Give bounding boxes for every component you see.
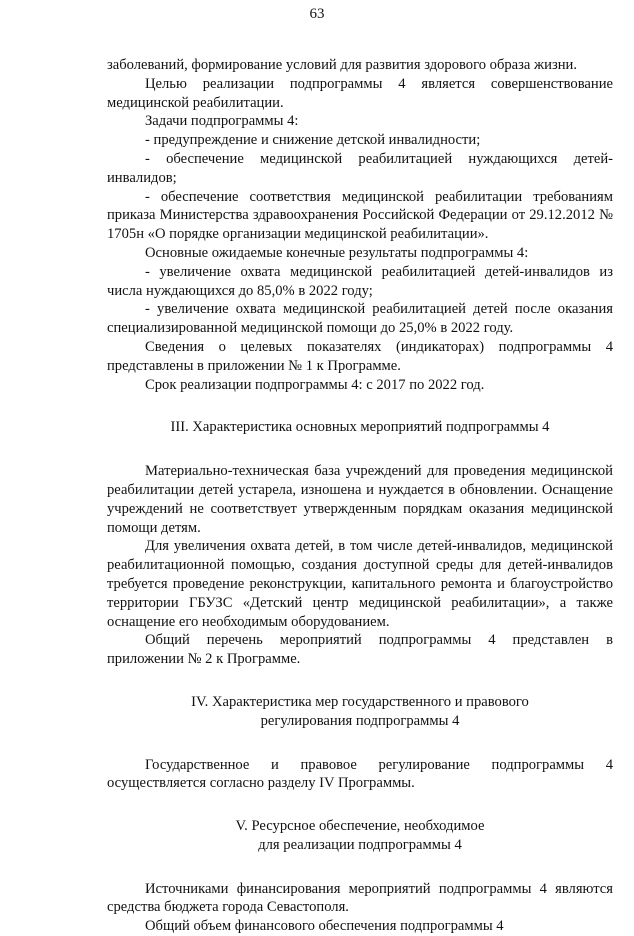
section-heading-5-line-1: V. Ресурсное обеспечение, необходимое [235,818,485,835]
section-heading-4 [107,693,613,731]
list-item: - увеличение охвата медицинской реабилитацией детей после оказания специализированной медицинской помощи до 25,0% в 2022 году. [107,301,613,337]
list-item: - обеспечение медицинской реабилитацией нуждающихся детей-инвалидов; [107,150,613,186]
list-item: - обеспечение соответствия медицинской реабилитации требованиям приказа Министерства здравоохранения Российской Федерации от 29.12.2012 № 1705н «О порядке организации медицинской реабилитации». [107,188,613,243]
section-heading-5 [107,817,613,855]
section-heading-4-line-2: регулирования подпрограммы 4 [260,712,460,729]
list-item: - предупреждение и снижение детской инвалидности; [145,132,481,149]
paragraph: Материально-техническая база учреждений для проведения медицинской реабилитации детей устарела, изношена и нуждается в обновлении. Оснащение учреждений не соответствует утвержденным порядкам оказания медицинской помощи детям. [107,463,613,536]
paragraph: Источниками финансирования мероприятий подпрограммы 4 являются средства бюджета города Севастополя. [107,880,613,916]
page-number: 63 [309,6,325,22]
paragraph: Государственное и правовое регулирование подпрограммы 4 осуществляется согласно разделу IV Программы. [107,756,613,792]
paragraph: Общий перечень мероприятий подпрограммы 4 представлен в приложении № 2 к Программе. [107,632,613,668]
paragraph: Общий объем финансового обеспечения подпрограммы 4 [145,918,504,935]
paragraph: Целью реализации подпрограммы 4 является совершенствование медицинской реабилитации. [107,75,613,111]
paragraph: Для увеличения охвата детей, в том числе детей-инвалидов, медицинской реабилитационной помощью, создания доступной среды для детей-инвалидов требуется проведение реконструкции, капитального ремонта и благоустройство территории ГБУЗС «Детский центр медицинской реабилитации», а также оснащение его необходимым оборудованием. [107,538,613,630]
paragraph: Срок реализации подпрограммы 4: с 2017 по 2022 год. [145,376,485,393]
section-heading-4-line-1: IV. Характеристика мер государственного и правового [191,693,529,710]
section-heading-3: III. Характеристика основных мероприятий подпрограммы 4 [170,419,550,436]
list-item: - увеличение охвата медицинской реабилитацией детей-инвалидов из числа нуждающихся до 85,0% в 2022 году; [107,263,613,299]
section-heading-5-line-2: для реализации подпрограммы 4 [258,836,462,853]
paragraph: заболеваний, формирование условий для развития здорового образа жизни. [107,57,577,73]
paragraph: Основные ожидаемые конечные результаты подпрограммы 4: [145,244,529,261]
paragraph: Сведения о целевых показателях (индикаторах) подпрограммы 4 представлены в приложении № 1 к Программе. [107,338,613,374]
paragraph: Задачи подпрограммы 4: [145,113,299,130]
document-body [107,56,613,936]
